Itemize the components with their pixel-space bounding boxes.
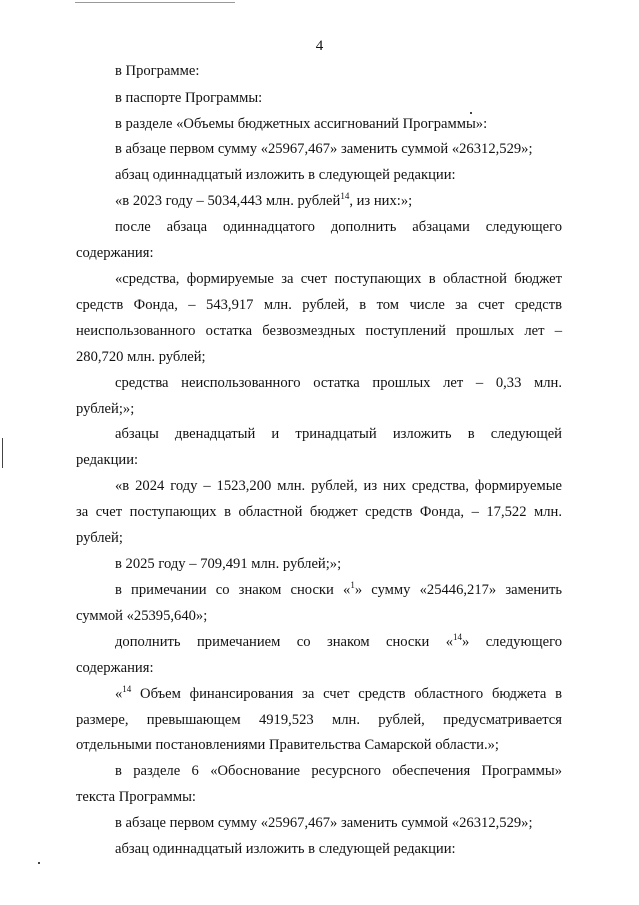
text-line: дополнить примечанием со знаком сноски «$^{14}$» следующего <box>115 632 563 650</box>
text-line: в разделе 6 «Обоснование ресурсного обеспечения Программы» <box>115 763 562 779</box>
text-line: за счет поступающих в областной бюджет средств Фонда, – 17,522 млн. <box>76 504 562 520</box>
text-line: абзац одиннадцатый изложить в следующей редакции: <box>115 841 456 857</box>
text-line: «$^{14}$ Объем финансирования за счет средств областного бюджета в <box>115 684 562 702</box>
text-line: «средства, формируемые за счет поступающих в областной бюджет <box>115 271 562 287</box>
text-line: неиспользованного остатка безвозмездных поступлений прошлых лет – <box>76 323 562 339</box>
text-line: текста Программы: <box>76 789 196 805</box>
text-line: содержания: <box>76 245 154 261</box>
text-line: суммой «25395,640»; <box>76 608 208 624</box>
text-line: после абзаца одиннадцатого дополнить абзацами следующего <box>115 219 562 235</box>
text-line: редакции: <box>76 452 139 468</box>
footnote-marker: 14 <box>122 684 132 694</box>
text-line: средств Фонда, – 543,917 млн. рублей, в том числе за счет средств <box>76 297 562 313</box>
text-line: в разделе «Объемы бюджетных ассигнований Программы»: <box>115 116 488 132</box>
text-line: отдельными постановлениями Правительства Самарской области.»; <box>76 737 499 753</box>
scan-artifact <box>2 438 3 468</box>
page-number: 4 <box>315 38 324 54</box>
text-line: размере, превышающем 4919,523 млн. рублей, предусматривается <box>76 712 562 728</box>
text-line: содержания: <box>76 660 154 676</box>
text-line: «в 2023 году – 5034,443 млн. рублей$^{14}$, из них:»; <box>115 191 413 209</box>
text-line: абзацы двенадцатый и тринадцатый изложить в следующей <box>115 426 562 442</box>
text-line: 280,720 млн. рублей; <box>76 349 206 365</box>
text-line: в примечании со знаком сноски «$^1$» сумму «25446,217» заменить <box>115 580 563 598</box>
text-line: в абзаце первом сумму «25967,467» заменить суммой «26312,529»; <box>115 815 533 831</box>
scan-artifact <box>75 2 235 3</box>
footnote-marker: 14 <box>453 632 463 642</box>
scan-artifact <box>38 862 40 864</box>
text-line: «в 2024 году – 1523,200 млн. рублей, из них средства, формируемые <box>115 478 562 494</box>
footnote-marker: 14 <box>340 191 350 201</box>
footnote-marker: 1 <box>350 580 355 590</box>
scan-artifact <box>470 112 472 114</box>
text-line: в Программе: <box>115 63 200 79</box>
text-line: в паспорте Программы: <box>115 90 263 106</box>
text-line: рублей; <box>76 530 123 546</box>
text-line: в 2025 году – 709,491 млн. рублей;»; <box>115 556 342 572</box>
text-line: средства неиспользованного остатка прошлых лет – 0,33 млн. <box>115 375 562 391</box>
text-line: абзац одиннадцатый изложить в следующей редакции: <box>115 167 456 183</box>
text-line: в абзаце первом сумму «25967,467» заменить суммой «26312,529»; <box>115 141 533 157</box>
text-line: рублей;»; <box>76 401 135 417</box>
